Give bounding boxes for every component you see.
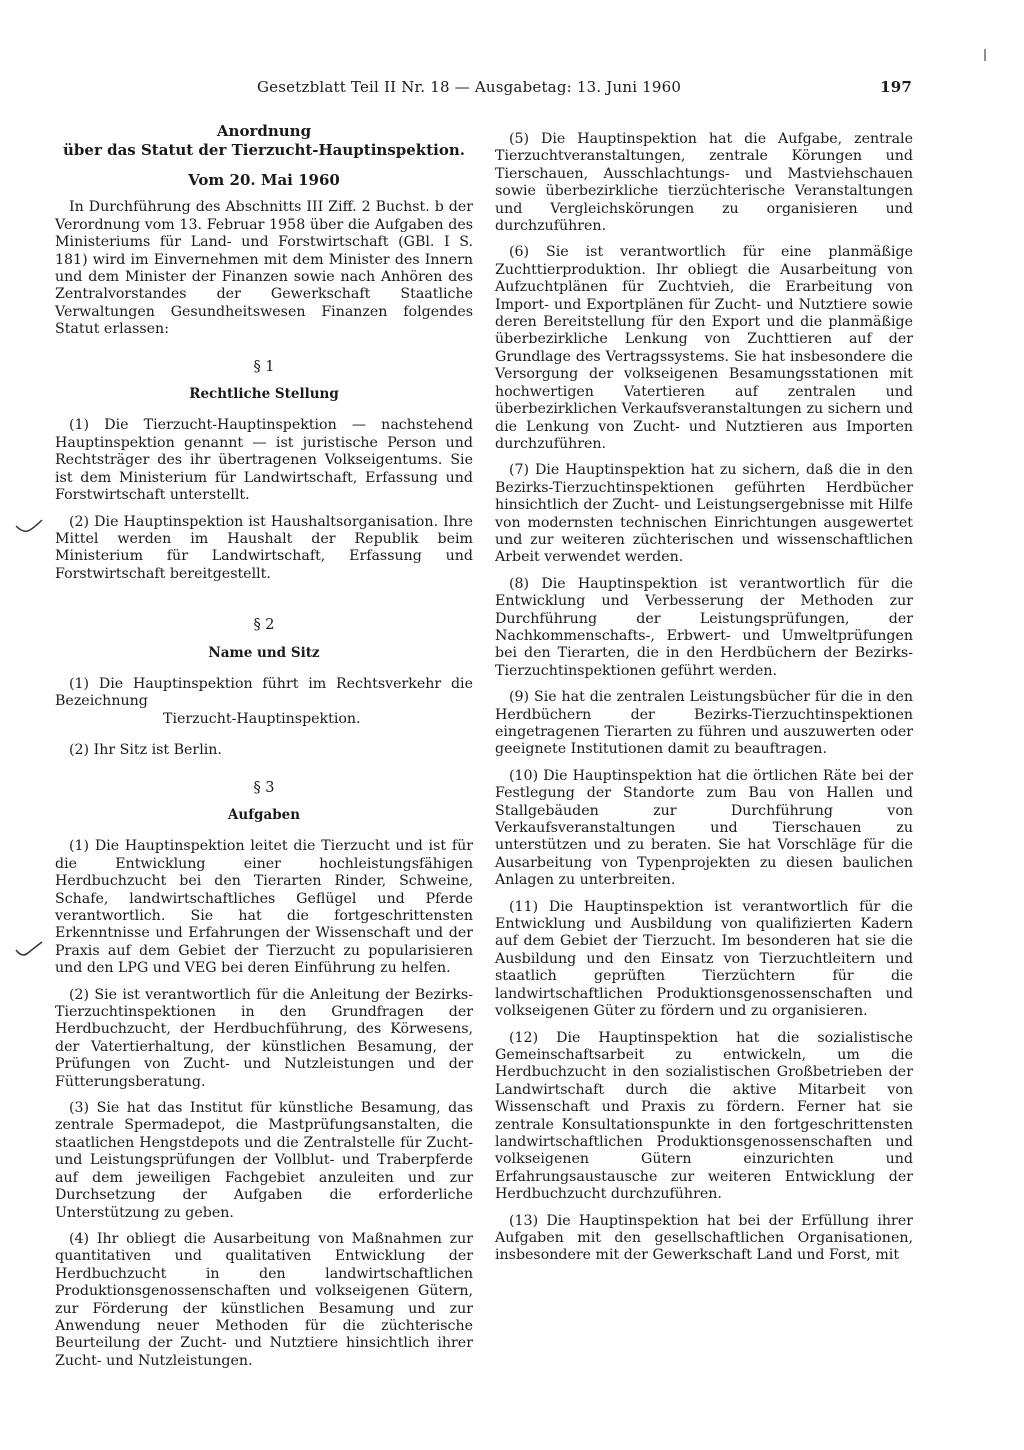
left-column — [55, 122, 473, 1370]
paragraph: (7) Die Hauptinspektion hat zu sichern, daß die in den Bezirks-Tierzuchtinspektionen geführten Herdbücher hinsichtlich der Zucht- und Leistungsergebnisse mit Hilfe von modernsten technischen Einrichtungen ausgewertet und zur weiteren züchterischen und wissenschaftlichen Arbeit verwendet werden. — [495, 462, 913, 566]
running-title: Gesetzblatt Teil II Nr. 18 — Ausgabetag: 13. Juni 1960 — [257, 78, 682, 96]
paragraph: (3) Sie hat das Institut für künstliche Besamung, das zentrale Spermadepot, die Mastprüfungsanstalten, die staatlichen Hengstdepots und die Zentralstelle für Zucht- und Leistungsprüfungen der Vollblut- und Traberpferde auf dem jeweiligen Fachgebiet anzuleiten und zur Durchsetzung der Aufgaben die erforderliche Unterstützung zu geben. — [55, 1100, 473, 1221]
paragraph: (8) Die Hauptinspektion ist verantwortlich für die Entwicklung und Verbesserung der Methoden zur Durchführung der Leistungsprüfungen, der Nachkommenschafts-, Erbwert- und Umweltprüfungen bei den Tierarten, die in den Herdbüchern der Bezirks-Tierzuchtinspektionen geführt werden. — [495, 575, 913, 679]
document-date: Vom 20. Mai 1960 — [188, 171, 340, 189]
document-title-line2: über das Statut der Tierzucht-Hauptinspektion. — [63, 141, 465, 159]
margin-tick-icon — [982, 48, 988, 62]
preamble: In Durchführung des Abschnitts III Ziff. 2 Buchst. b der Verordnung vom 13. Februar 1958 über die Aufgaben des Ministeriums für Land- und Forstwirtschaft (GBl. I S. 181) wird im Einvernehmen mit dem Minister des Innern und dem Minister der Finanzen sowie nach Anhören des Zentralvorstandes der Gewerkschaft Staatliche Verwaltungen Gesundheitswesen Finanzen folgendes Statut erlassen: — [55, 199, 473, 338]
paragraph: (10) Die Hauptinspektion hat die örtlichen Räte bei der Festlegung der Standorte zum Bau von Hallen und Stallgebäuden zur Durchführung von Verkaufsveranstaltungen und Tierschauen zu unterstützen und zu beraten. Sie hat Vorschläge für die Ausarbeitung von Typenprojekten zu diesen baulichen Anlagen zu unterbreiten. — [495, 767, 913, 889]
paragraph: (13) Die Hauptinspektion hat bei der Erfüllung ihrer Aufgaben mit den gesellschaftlichen Organisationen, insbesondere mit der Gewerkschaft Land und Forst, mit — [495, 1212, 913, 1264]
paragraph: (2) Die Hauptinspektion ist Haushaltsorganisation. Ihre Mittel werden im Haushalt der Republik beim Ministerium für Landwirtschaft, Erfassung und Forstwirtschaft bereitgestellt. — [55, 513, 473, 582]
paragraph: (5) Die Hauptinspektion hat die Aufgabe, zentrale Tierzuchtveranstaltungen, zentrale Körungen und Tierschauen, Ausschlachtungs- und Mastviehschauen sowie überbezirkliche tierzüchterische Veranstaltungen und Vergleichskörungen zu organisieren und durchzuführen. — [495, 131, 913, 235]
paragraph: (1) Die Tierzucht-Hauptinspektion — nachstehend Hauptinspektion genannt — ist juristische Person und Rechtsträger des ihr übertragenen Volkseigentums. Sie ist dem Ministerium für Landwirtschaft, Erfassung und Forstwirtschaft unterstellt. — [55, 417, 473, 504]
paragraph: (11) Die Hauptinspektion ist verantwortlich für die Entwicklung und Ausbildung von qualifizierten Kadern auf dem Gebiet der Tierzucht. Im besonderen hat sie die Ausbildung und den Einsatz von Tierzuchtleitern und staatlich geprüften Tierzüchtern für die landwirtschaftlichen Produktionsgenossenschaften und volkseigenen Güter zu fördern und zu organisieren. — [495, 898, 913, 1020]
section-number: § 2 — [253, 617, 275, 634]
right-column — [495, 122, 913, 1265]
margin-checkmark-icon — [14, 518, 44, 536]
paragraph: (1) Die Hauptinspektion führt im Rechtsverkehr die Bezeichnung — [55, 675, 473, 710]
running-header — [257, 78, 912, 100]
document-title-line1: Anordnung — [216, 122, 312, 140]
section-number: § 1 — [253, 358, 275, 375]
paragraph: (12) Die Hauptinspektion hat die sozialistische Gemeinschaftsarbeit zu entwickeln, um die Herdbuchzucht in den sozialistischen Großbetrieben der Landwirtschaft durch die aktive Mitarbeit von Wissenschaft und Praxis zu fördern. Ferner hat sie zentrale Konsultationspunkte in den fortgeschrittensten landwirtschaftlichen Produktionsgenossenschaften und volkseigenen Gütern einzurichten und Erfahrungsaustausche zur weiteren Entwicklung der Herdbuchzucht durchzuführen. — [495, 1029, 913, 1203]
page-number: 197 — [880, 78, 912, 96]
paragraph: (6) Sie ist verantwortlich für eine planmäßige Zuchttierproduktion. Ihr obliegt die Ausarbeitung von Aufzuchtplänen für Zuchtvieh, die Erarbeitung von Import- und Exportplänen für Zucht- und Nutztiere sowie deren Bereitstellung für den Export und die planmäßige überbezirkliche Lenkung von Zuchttieren auf der Grundlage des Vertragssystems. Sie hat insbesondere die Versorgung der volkseigenen Besamungsstationen mit hochwertigen Vatertieren auf zentralen und überbezirklichen Verkaufsveranstaltungen zu sichern und die Lenkung von Zucht- und Nutztieren aus Importen durchzuführen. — [495, 244, 913, 452]
paragraph: (2) Ihr Sitz ist Berlin. — [69, 742, 222, 759]
margin-checkmark-icon — [14, 940, 44, 960]
paragraph: (9) Sie hat die zentralen Leistungsbücher für die in den Herdbüchern der Bezirks-Tierzuchtinspektionen eingetragenen Tierarten zu führen und auszuwerten oder geeignete Institutionen damit zu beauftragen. — [495, 689, 913, 758]
section-number: § 3 — [253, 779, 275, 796]
official-name: Tierzucht-Hauptinspektion. — [163, 710, 361, 727]
paragraph: (2) Sie ist verantwortlich für die Anleitung der Bezirks-Tierzuchtinspektionen in den Grundfragen der Herdbuchzucht, der Herdbuchführung, des Körwesens, der Vatertierhaltung, der künstlichen Besamung, der Prüfungen von Zucht- und Nutzleistungen und der Fütterungsberatung. — [55, 986, 473, 1090]
section-title: Aufgaben — [227, 806, 301, 823]
paragraph: (1) Die Hauptinspektion leitet die Tierzucht und ist für die Entwicklung einer hochleistungsfähigen Herdbuchzucht bei den Tierarten Rinder, Schweine, Schafe, landwirtschaftliches Geflügel und Pferde verantwortlich. Sie hat die fortgeschrittensten Erkenntnisse und Erfahrungen der Wissenschaft und der Praxis auf dem Gebiet der Tierzucht zu popularisieren und den LPG und VEG bei deren Einführung zu helfen. — [55, 838, 473, 977]
paragraph: (4) Ihr obliegt die Ausarbeitung von Maßnahmen zur quantitativen und qualitativen Entwicklung der Herdbuchzucht in den landwirtschaftlichen Produktionsgenossenschaften und volkseigenen Gütern, zur Förderung der künstlichen Besamung und zur Anwendung neuer Methoden für die züchterische Beurteilung der Zucht- und Nutztiere hinsichtlich ihrer Zucht- und Nutzleistungen. — [55, 1230, 473, 1369]
section-title: Rechtliche Stellung — [189, 386, 339, 403]
section-title: Name und Sitz — [208, 644, 320, 661]
